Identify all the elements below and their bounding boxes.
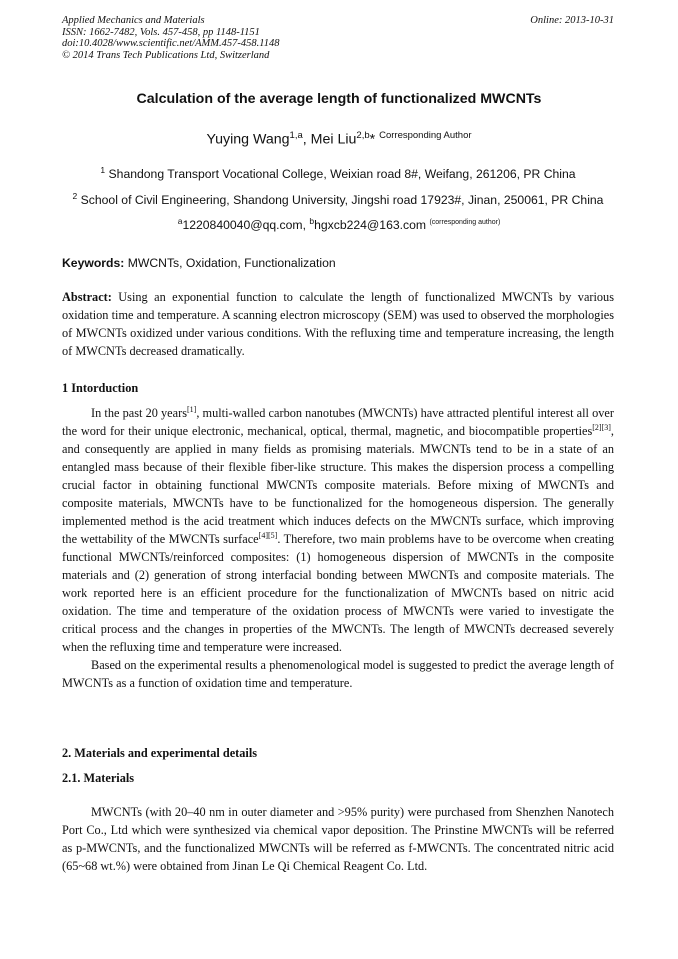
author-1-sup: 1,a — [289, 130, 303, 141]
abstract-text: Using an exponential function to calculate the length of functionalized MWCNTs by various oxidation time and temperature. A scanning electron microscopy (SEM) was used to observed the morphologies of MWCNTs oxidized under various conditions. With the refluxing time and temperature increasing, the length of MWCNTs decreased dramatically. — [62, 290, 614, 358]
issn-line: ISSN: 1662-7482, Vols. 457-458, pp 1148-1151 — [62, 26, 260, 38]
citation-ref: [2][3] — [592, 422, 611, 432]
citation-ref: [4][5] — [258, 530, 278, 540]
author-2-name: Mei Liu — [310, 131, 357, 148]
abstract-label: Abstract: — [62, 290, 112, 304]
email-b[interactable]: hgxcb224@163.com — [314, 218, 427, 233]
affiliation-1 — [62, 165, 614, 181]
affiliation-2 — [62, 191, 614, 207]
affiliation-1-text: Shandong Transport Vocational College, Weixian road 8#, Weifang, 261206, PR China — [108, 167, 576, 182]
corresponding-star: * — [369, 131, 376, 148]
section-2-1-heading: 2.1. Materials — [62, 771, 135, 785]
affiliation-2-text: School of Civil Engineering, Shandong University, Jingshi road 17923#, Jinan, 250061, PR China — [80, 193, 604, 208]
keywords-text: MWCNTs, Oxidation, Functionalization — [127, 256, 336, 270]
author-1-name: Yuying Wang — [206, 131, 290, 148]
doi-line: doi:10.4028/www.scientific.net/AMM.457-458.1148 — [62, 38, 280, 50]
email-separator: , — [302, 218, 310, 233]
intro-paragraph-2: Based on the experimental results a phenomenological model is suggested to predict the average length of MWCNTs as a function of oxidation time and temperature. — [62, 658, 614, 690]
author-separator: , — [302, 131, 311, 148]
paper-title: Calculation of the average length of functionalized MWCNTs — [136, 91, 542, 107]
intro-text-d: . Therefore, two main problems have to be overcome when creating functional MWCNTs/reinforced composites: (1) homogeneous dispersion of MWCNTs in the composite materials and (2) generation of strong interfacial bonding between MWCNTs and composite materials. The work reported here is an efficient procedure for the functionalization of MWCNTs based on nitric acid oxidation. The time and temperature of the oxidation process of MWCNTs were varied to investigate the critical process and the changes in properties of the MWCNTs. The length of MWCNTs decreased severely when the refluxing time and temperature were increased. — [62, 532, 615, 654]
author-line — [0, 130, 678, 148]
affiliation-1-sup: 1 — [100, 165, 106, 175]
section-2-heading: 2. Materials and experimental details — [62, 746, 258, 760]
journal-header — [62, 15, 614, 61]
email-note: (corresponding author) — [429, 219, 501, 226]
email-a[interactable]: 1220840040@qq.com — [182, 218, 303, 233]
abstract — [62, 288, 614, 360]
section-1-body — [62, 404, 614, 692]
corresponding-label: Corresponding Author — [379, 130, 472, 141]
intro-text-c: , and consequently are applied in many fields as promising materials. MWCNTs tend to be in a state of an entangled mass because of their flexible fiber-like structure. This makes the dispersion process a compelling crucial factor in obtaining functional MWCNTs composite materials. Before mixing of MWCNTs and composite materials, MWCNTs have to be functionalized for the homogeneous dispersion. The generally implemented method is the acid treatment which induces defects on the MWCNTs surface, which improving the wettability of the MWCNTs surface — [62, 424, 614, 546]
intro-text-b: , multi-walled carbon nanotubes (MWCNTs) have attracted plentiful interest all over the word for their unique electronic, mechanical, optical, thermal, magnetic, and biocompatible properties — [62, 406, 614, 438]
email-b-sup: b — [309, 216, 315, 226]
affiliation-2-sup: 2 — [72, 191, 78, 201]
keywords — [62, 256, 614, 270]
citation-ref: [1] — [186, 404, 197, 414]
journal-name: Applied Mechanics and Materials — [62, 15, 205, 26]
online-date: Online: 2013-10-31 — [530, 15, 614, 26]
intro-paragraph-1 — [62, 404, 614, 656]
author-2-sup: 2,b — [356, 130, 370, 141]
intro-text-a: In the past 20 years — [91, 406, 187, 420]
copyright-line: © 2014 Trans Tech Publications Ltd, Switzerland — [62, 49, 270, 61]
section-2-body — [62, 803, 614, 875]
email-a-sup: a — [177, 216, 183, 226]
section-1-heading: 1 Intorduction — [62, 381, 139, 395]
materials-paragraph: MWCNTs (with 20–40 nm in outer diameter and >95% purity) were purchased from Shenzhen Nanotech Port Co., Ltd which were synthesized via chemical vapor deposition. The Prinstine MWCNTs will be referred as p-MWCNTs, and the functionalized MWCNTs will be referred as f-MWCNTs. The concentrated nitric acid (65~68 wt.%) were obtained from Jinan Le Qi Chemical Reagent Co. Ltd. — [62, 805, 614, 873]
email-line — [0, 216, 678, 232]
keywords-label: Keywords: — [62, 256, 125, 270]
